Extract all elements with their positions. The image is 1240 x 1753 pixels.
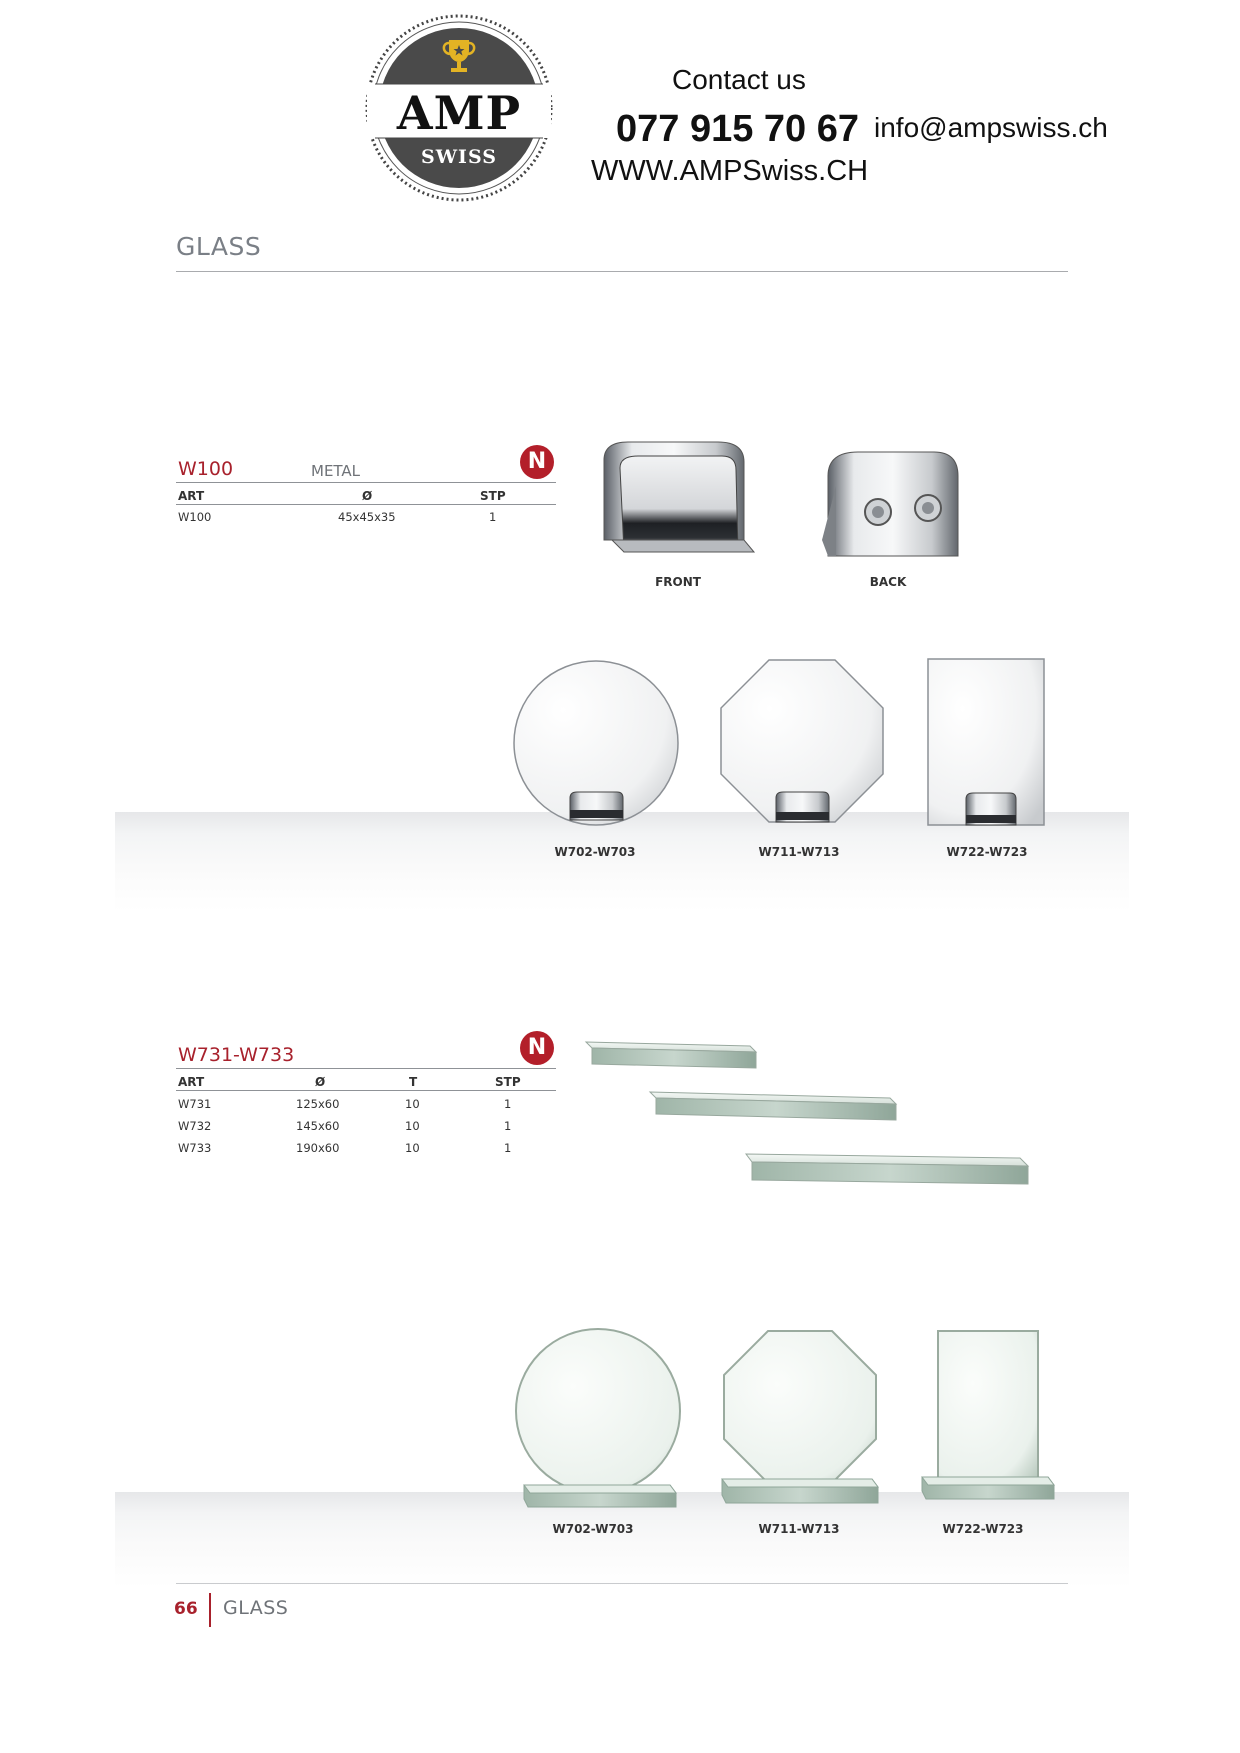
column-header-art: ART xyxy=(178,1075,205,1089)
column-header-diameter: Ø xyxy=(362,489,373,503)
table-cell: 10 xyxy=(405,1141,420,1155)
table-cell: W731 xyxy=(178,1097,212,1111)
column-header-stp: STP xyxy=(480,489,506,503)
octagon-glass-on-holder-image xyxy=(719,658,885,828)
w100-back-image xyxy=(818,446,968,576)
caption-back: BACK xyxy=(869,575,907,589)
table-cell: 145x60 xyxy=(296,1119,340,1133)
table-cell: 1 xyxy=(504,1119,512,1133)
table-cell: W732 xyxy=(178,1119,212,1133)
amp-swiss-logo xyxy=(365,14,553,202)
table-cell: 10 xyxy=(405,1119,420,1133)
rectangle-glass-on-holder-image xyxy=(926,657,1046,827)
section-divider xyxy=(176,271,1068,272)
logo-text-amp: AMP xyxy=(396,86,522,140)
column-header-art: ART xyxy=(178,489,205,503)
table-cell: 1 xyxy=(504,1141,512,1155)
contact-title: Contact us xyxy=(672,64,806,95)
product-code: W100 xyxy=(178,458,234,480)
table-cell: 1 xyxy=(489,510,497,524)
table-cell: 10 xyxy=(405,1097,420,1111)
caption-rectangle: W722-W723 xyxy=(946,845,1028,859)
caption-octagon: W711-W713 xyxy=(758,1522,840,1536)
glass-bases-image xyxy=(580,1038,1040,1198)
table-cell: W100 xyxy=(178,510,212,524)
footer-divider xyxy=(176,1583,1068,1584)
table-rule xyxy=(176,1068,556,1069)
website-link[interactable]: WWW.AMPSwiss.CH xyxy=(591,155,869,187)
table-rule xyxy=(176,1090,556,1091)
column-header-diameter: Ø xyxy=(315,1075,326,1089)
phone-number[interactable]: 077 915 70 67 xyxy=(616,108,860,150)
email-link[interactable]: info@ampswiss.ch xyxy=(874,112,1108,143)
table-rule xyxy=(176,482,556,483)
section-title: GLASS xyxy=(176,232,262,261)
caption-round: W702-W703 xyxy=(554,845,636,859)
logo-text-swiss: SWISS xyxy=(421,146,497,168)
table-rule xyxy=(176,504,556,505)
column-header-thickness: T xyxy=(409,1075,418,1089)
page-number: 66 xyxy=(174,1599,198,1619)
trophy-icon xyxy=(439,36,479,76)
w100-front-image xyxy=(598,440,758,570)
column-header-stp: STP xyxy=(495,1075,521,1089)
product-material: METAL xyxy=(311,462,361,480)
octagon-glass-on-base-image xyxy=(720,1327,880,1517)
table-cell: 190x60 xyxy=(296,1141,340,1155)
table-cell: 125x60 xyxy=(296,1097,340,1111)
table-cell: 45x45x35 xyxy=(338,510,396,524)
footer-section-title: GLASS xyxy=(223,1597,289,1619)
round-glass-on-holder-image xyxy=(513,660,683,830)
product-code: W731-W733 xyxy=(178,1044,295,1066)
caption-octagon: W711-W713 xyxy=(758,845,840,859)
caption-front: FRONT xyxy=(655,575,701,589)
rectangle-glass-on-base-image xyxy=(918,1327,1058,1517)
round-glass-on-base-image xyxy=(516,1327,676,1517)
new-badge: N xyxy=(520,1031,554,1065)
caption-round: W702-W703 xyxy=(552,1522,634,1536)
new-badge: N xyxy=(520,445,554,479)
caption-rectangle: W722-W723 xyxy=(942,1522,1024,1536)
footer-separator xyxy=(209,1593,211,1627)
table-cell: W733 xyxy=(178,1141,212,1155)
table-cell: 1 xyxy=(504,1097,512,1111)
